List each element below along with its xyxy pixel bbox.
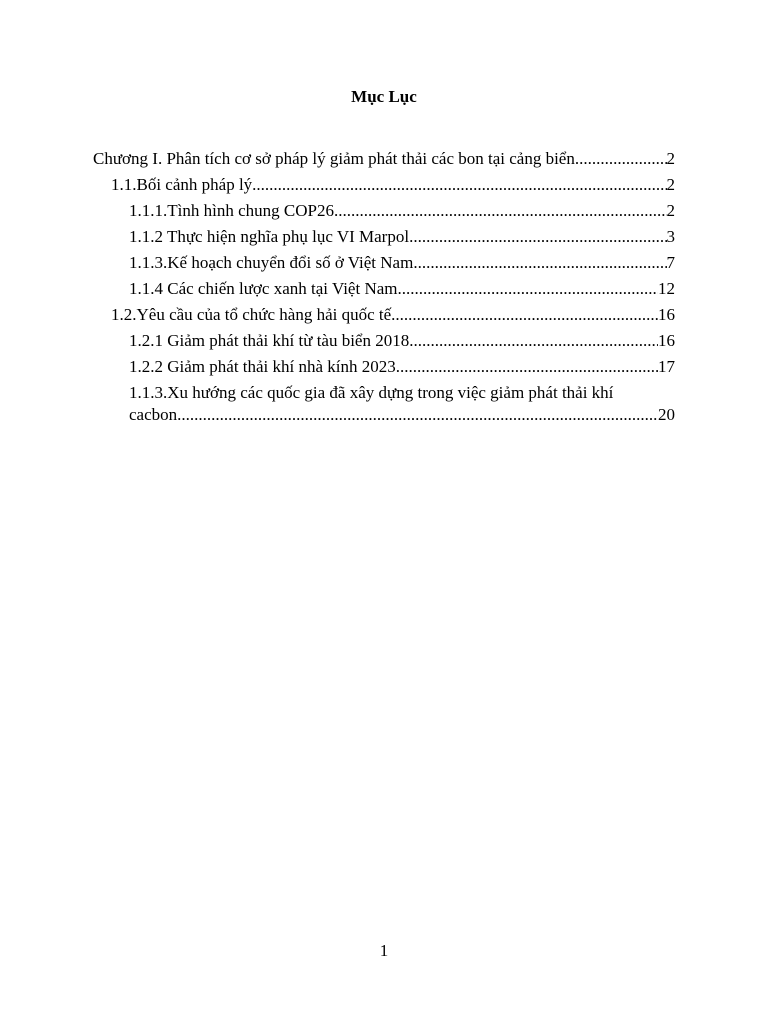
toc-entry-1-1-3[interactable] xyxy=(93,250,675,276)
toc-entry-text: Chương I. Phân tích cơ sở pháp lý giảm phát thải các bon tại cảng biển xyxy=(93,149,575,168)
toc-entry-page: 20 xyxy=(658,405,675,424)
toc-entry-text: 1.2.Yêu cầu của tổ chức hàng hải quốc tế xyxy=(111,305,392,324)
toc-entry-page: 17 xyxy=(658,357,675,376)
toc-entry-text: 1.1.3.Kế hoạch chuyển đổi số ở Việt Nam xyxy=(129,253,414,272)
toc-entry-page: 7 xyxy=(666,253,675,272)
toc-entry-1-1[interactable] xyxy=(93,172,675,198)
toc-entry-line2 xyxy=(129,406,675,424)
page-number: 1 xyxy=(379,941,389,960)
toc-leader-dots xyxy=(252,172,666,198)
toc-entry-text-line1: 1.1.3.Xu hướng các quốc gia đã xây dựng trong việc giảm phát thải khí xyxy=(129,383,614,402)
toc-leader-dots xyxy=(334,198,667,224)
toc-entry-page: 2 xyxy=(666,175,675,194)
toc-entry-text: 1.1.4 Các chiến lược xanh tại Việt Nam xyxy=(129,279,398,298)
toc-list xyxy=(93,146,675,424)
toc-entry-1-2-2[interactable] xyxy=(93,354,675,380)
toc-entry-1-1-2[interactable] xyxy=(93,224,675,250)
toc-entry-page: 16 xyxy=(658,305,675,324)
toc-title: Mục Lục xyxy=(351,87,417,106)
toc-entry-1-1-4[interactable] xyxy=(93,276,675,302)
toc-entry-1-1-3-trends[interactable] xyxy=(93,380,675,424)
toc-entry-page: 12 xyxy=(658,279,675,298)
toc-entry-text: 1.1.Bối cảnh pháp lý xyxy=(111,175,253,194)
toc-entry-chapter-1[interactable] xyxy=(93,146,675,172)
toc-leader-dots xyxy=(398,276,659,302)
toc-leader-dots xyxy=(575,146,667,172)
toc-entry-text: 1.2.2 Giảm phát thải khí nhà kính 2023 xyxy=(129,357,396,376)
toc-entry-1-2[interactable] xyxy=(93,302,675,328)
toc-entry-text: 1.1.1.Tình hình chung COP26 xyxy=(129,201,334,220)
toc-entry-page: 2 xyxy=(666,149,675,168)
toc-leader-dots xyxy=(396,354,658,380)
toc-entry-text: 1.2.1 Giảm phát thải khí từ tàu biển 2018 xyxy=(129,331,410,350)
toc-entry-page: 16 xyxy=(658,331,675,350)
toc-leader-dots xyxy=(391,302,658,328)
toc-entry-text: 1.1.2 Thực hiện nghĩa phụ lục VI Marpol xyxy=(129,227,410,246)
toc-leader-dots xyxy=(177,406,658,424)
toc-leader-dots xyxy=(409,224,666,250)
toc-leader-dots xyxy=(413,250,666,276)
toc-entry-1-1-1[interactable] xyxy=(93,198,675,224)
toc-entry-text-line2: cacbon xyxy=(129,405,178,424)
toc-leader-dots xyxy=(409,328,658,354)
toc-entry-1-2-1[interactable] xyxy=(93,328,675,354)
toc-entry-page: 2 xyxy=(666,201,675,220)
toc-entry-page: 3 xyxy=(666,227,675,246)
